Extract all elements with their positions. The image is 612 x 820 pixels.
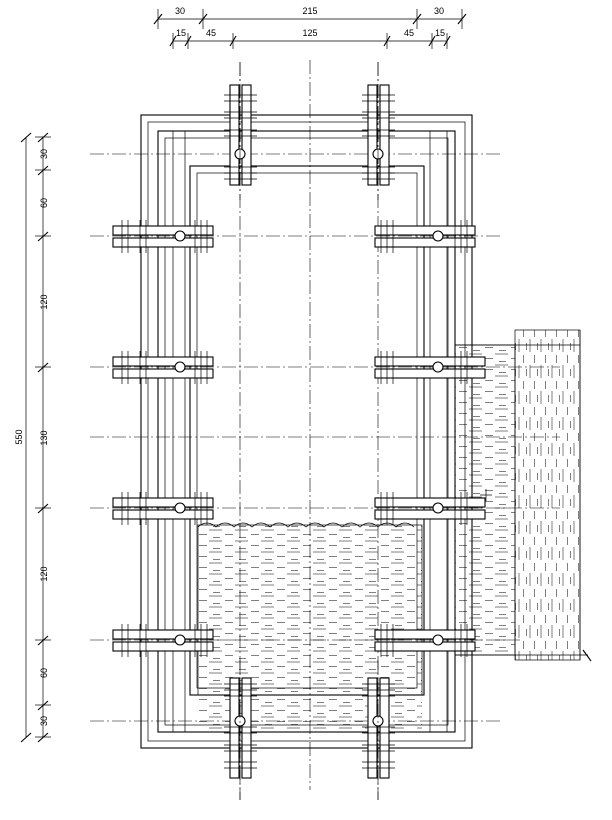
clamp-assembly-left-row-1: [113, 220, 213, 253]
dim-top-inner-4: 15: [434, 28, 446, 38]
dim-left-1: 60: [39, 197, 49, 209]
clamp-assembly-left-row-3: [113, 492, 213, 525]
dim-left-total: 550: [14, 429, 24, 445]
dim-top-outer-1: 215: [302, 6, 318, 16]
soil-hatch-regions: [198, 330, 591, 729]
dim-left-6: 30: [39, 715, 49, 727]
clamp-assembly-left-row-2: [113, 351, 213, 384]
dim-left-2: 120: [39, 294, 49, 310]
dim-top-inner-3: 45: [403, 28, 415, 38]
dim-left-0: 30: [39, 148, 49, 160]
dim-left-4: 120: [39, 566, 49, 582]
dim-top-inner-1: 45: [205, 28, 217, 38]
clamp-assembly-right-row-1: [375, 220, 475, 253]
dim-top-inner-2: 125: [302, 28, 318, 38]
dim-top-outer-0: 30: [174, 6, 186, 16]
dim-top-outer-2: 30: [433, 6, 445, 16]
dim-left-5: 60: [39, 667, 49, 679]
dim-top-inner-0: 15: [175, 28, 187, 38]
dim-left-3: 130: [39, 430, 49, 446]
